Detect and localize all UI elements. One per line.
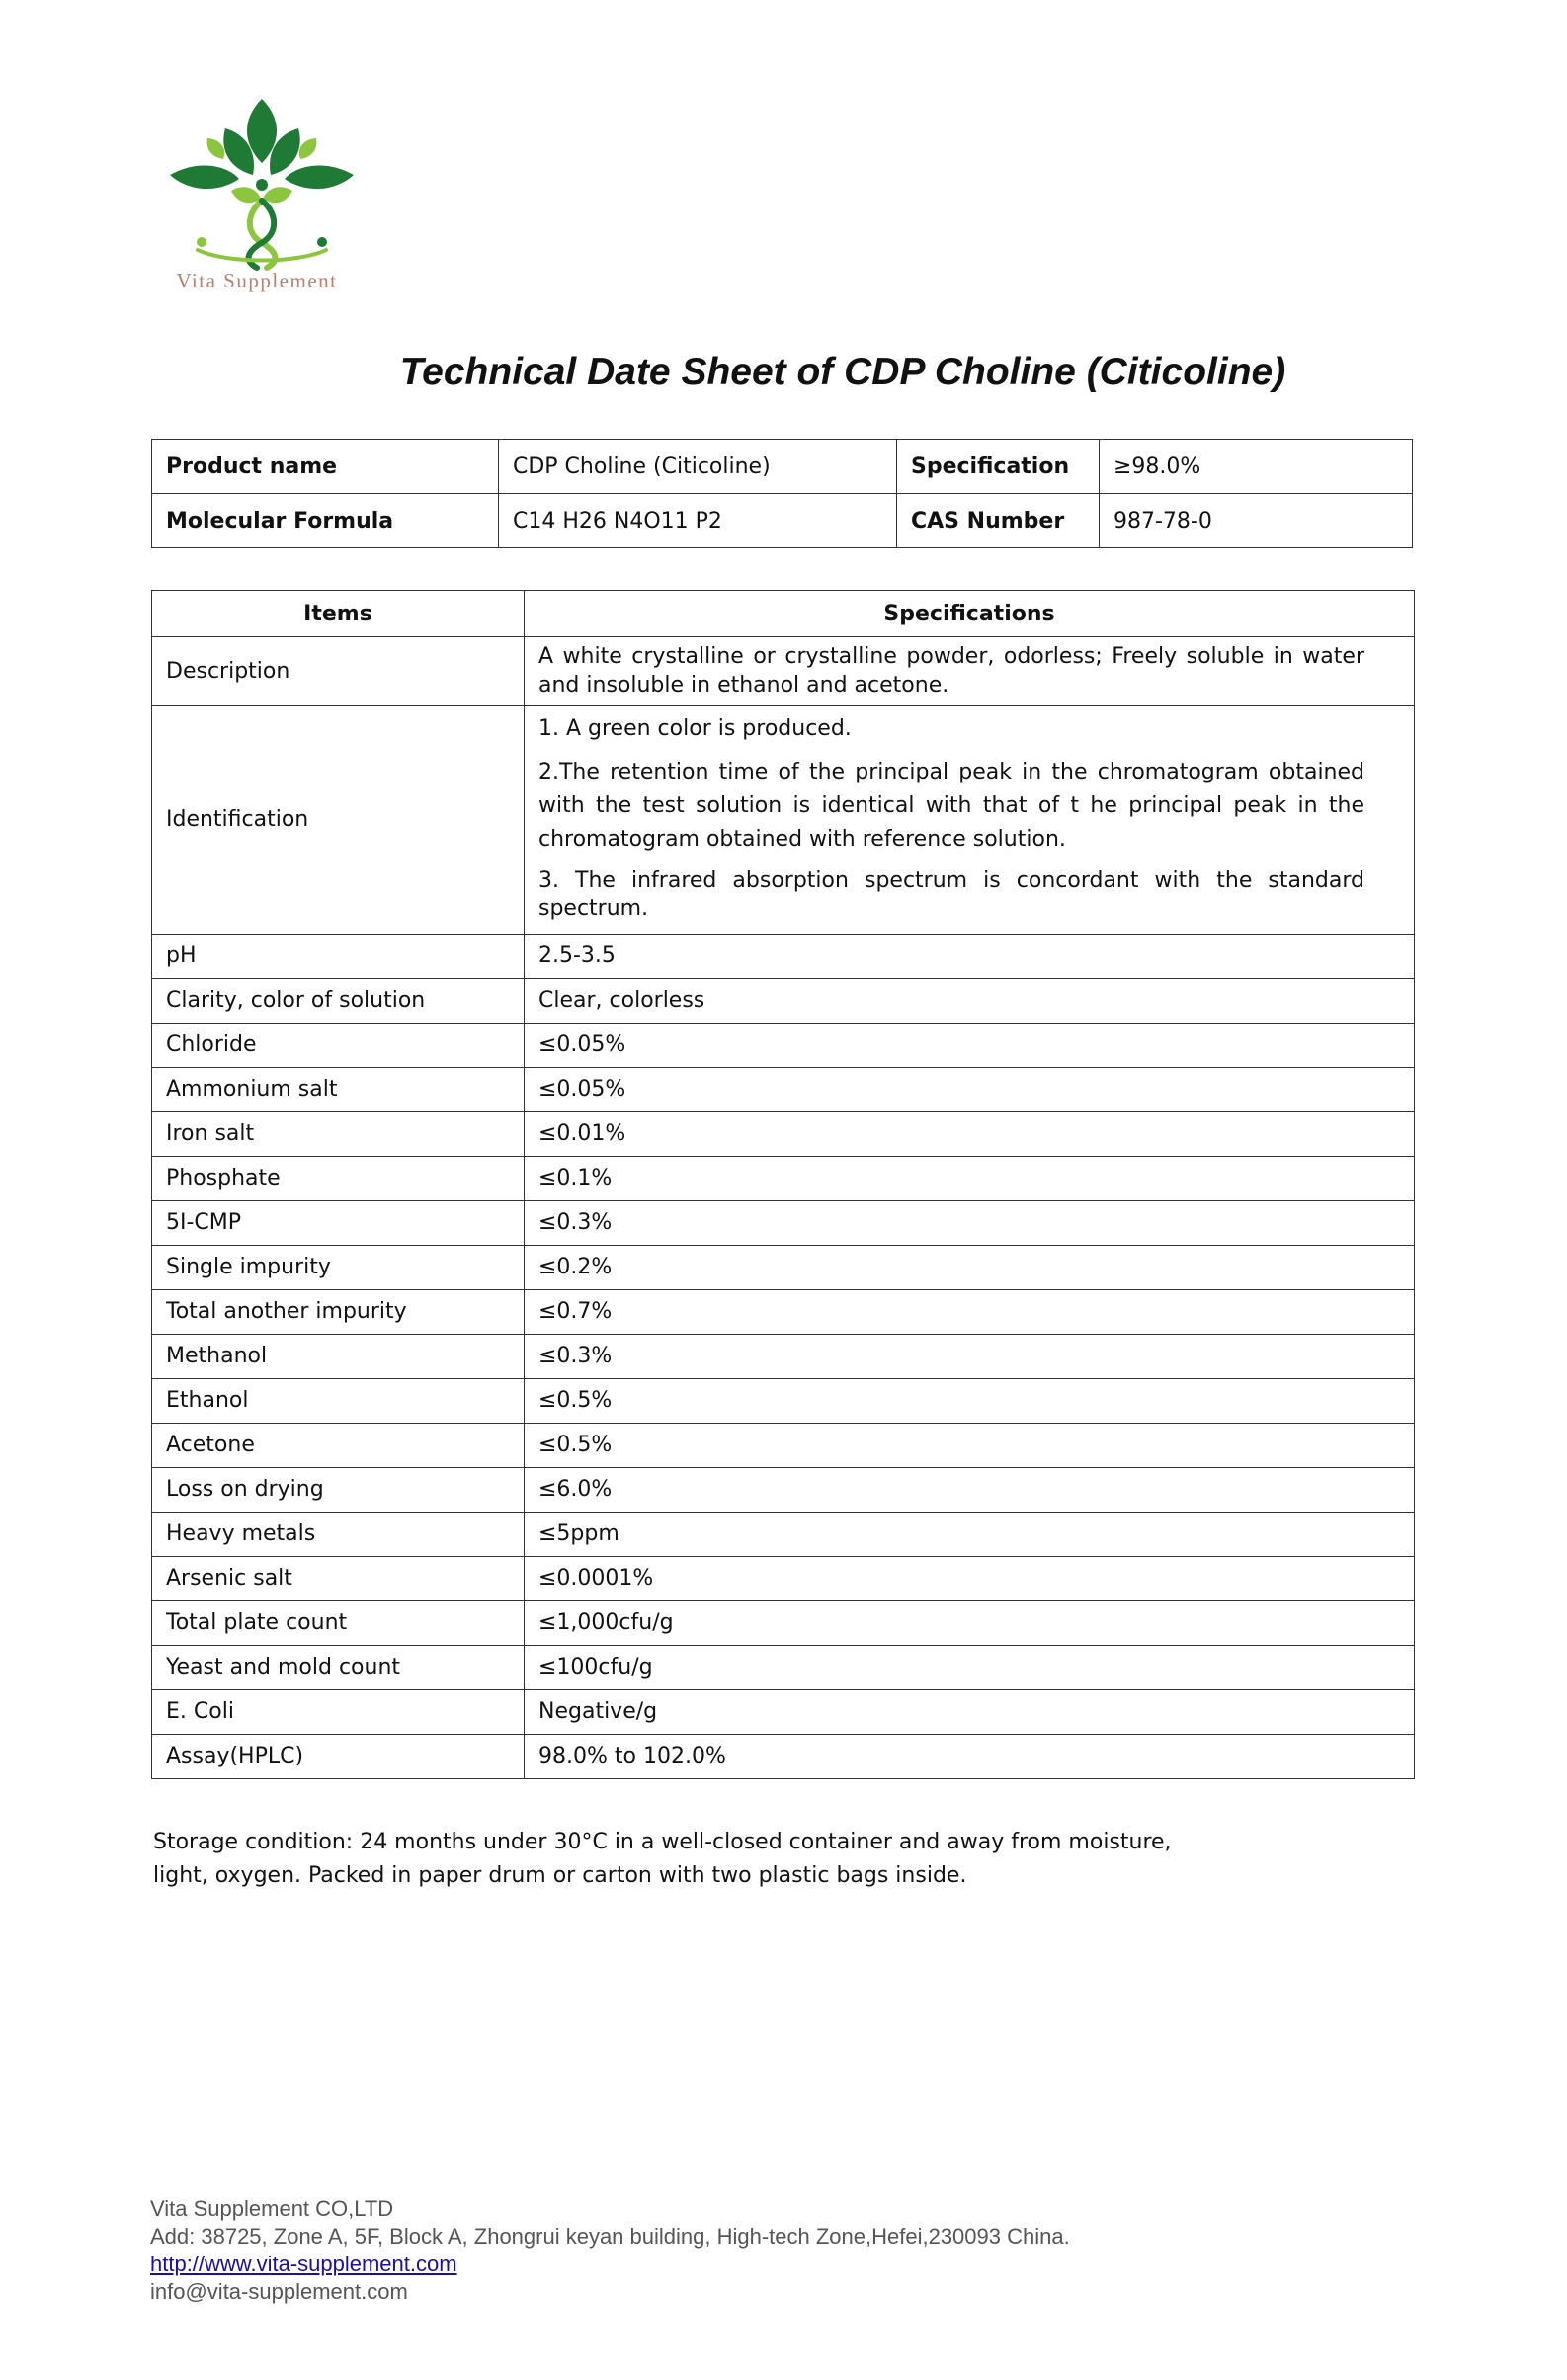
- spec-value-cell: ≤0.2%: [525, 1245, 1415, 1289]
- cas-label: CAS Number: [897, 494, 1100, 548]
- table-row: [152, 1645, 1415, 1689]
- spec-value-cell: ≤0.5%: [525, 1378, 1415, 1423]
- table-row: [152, 1334, 1415, 1378]
- logo-brand-text: Vita Supplement: [176, 269, 338, 292]
- spec-value-cell: 2.5-3.5: [525, 934, 1415, 978]
- specifications-table: [151, 590, 1415, 1779]
- spec-item-cell: Iron salt: [152, 1111, 525, 1156]
- tree-logo-icon: [158, 94, 366, 272]
- table-row: [152, 1067, 1415, 1111]
- items-header: Items: [152, 591, 525, 637]
- footer-address: Add: 38725, Zone A, 5F, Block A, Zhongrui keyan building, High-tech Zone,Hefei,230093 China.: [150, 2224, 1070, 2249]
- cas-value: 987-78-0: [1100, 494, 1413, 548]
- description-value: A white crystalline or crystalline powder, odorless; Freely soluble in water and insoluble in ethanol and acetone.: [525, 637, 1415, 706]
- table-row: [152, 1512, 1415, 1556]
- table-row: [152, 1200, 1415, 1245]
- spec-value-cell: Clear, colorless: [525, 978, 1415, 1023]
- identification-line: 3. The infrared absorption spectrum is concordant with the standard spectrum.: [538, 867, 1364, 922]
- footer-company: Vita Supplement CO,LTD: [150, 2196, 394, 2221]
- table-row: [152, 978, 1415, 1023]
- identification-value: [525, 706, 1415, 935]
- spec-value-cell: ≤0.0001%: [525, 1556, 1415, 1600]
- spec-value-cell: ≤0.1%: [525, 1156, 1415, 1200]
- spec-value-cell: ≤0.5%: [525, 1423, 1415, 1467]
- specification-value: ≥98.0%: [1100, 440, 1413, 494]
- table-row: [152, 1156, 1415, 1200]
- spec-item-cell: Loss on drying: [152, 1467, 525, 1512]
- product-name-value: CDP Choline (Citicoline): [499, 440, 897, 494]
- spec-item-cell: Ethanol: [152, 1378, 525, 1423]
- spec-value-cell: ≤5ppm: [525, 1512, 1415, 1556]
- spec-item-cell: Single impurity: [152, 1245, 525, 1289]
- identification-line: 2.The retention time of the principal peak in the chromatogram obtained with the test solution is identical with that of t he principal peak in the chromatogram obtained with reference solution.: [538, 760, 1364, 853]
- table-row: [152, 1556, 1415, 1600]
- table-header-row: [152, 591, 1415, 637]
- storage-condition: Storage condition: 24 months under 30°C in a well-closed container and away from moisture, light, oxygen. Packed in paper drum or carton with two plastic bags inside.: [153, 1830, 1172, 1888]
- formula-label: Molecular Formula: [152, 494, 499, 548]
- spec-item-cell: Heavy metals: [152, 1512, 525, 1556]
- spec-item-cell: Arsenic salt: [152, 1556, 525, 1600]
- table-row: [152, 1467, 1415, 1512]
- spec-value-cell: ≤0.01%: [525, 1111, 1415, 1156]
- spec-value-cell: ≤6.0%: [525, 1467, 1415, 1512]
- spec-value-cell: ≤0.3%: [525, 1334, 1415, 1378]
- identification-line: 1. A green color is produced.: [538, 716, 852, 742]
- website-link[interactable]: http://www.vita-supplement.com: [150, 2252, 457, 2276]
- table-row: [152, 1245, 1415, 1289]
- table-row: [152, 1111, 1415, 1156]
- formula-value: C14 H26 N4O11 P2: [499, 494, 897, 548]
- table-row: [152, 1289, 1415, 1334]
- spec-item-cell: Methanol: [152, 1334, 525, 1378]
- table-row: [152, 637, 1415, 706]
- spec-value-cell: ≤0.05%: [525, 1067, 1415, 1111]
- description-item: Description: [152, 637, 525, 706]
- footer-email: info@vita-supplement.com: [150, 2279, 408, 2304]
- table-row: [152, 706, 1415, 935]
- table-row: [152, 1734, 1415, 1778]
- spec-item-cell: Ammonium salt: [152, 1067, 525, 1111]
- product-info-table: [151, 439, 1413, 548]
- footer: [150, 2195, 1070, 2306]
- identification-item: Identification: [152, 706, 525, 935]
- spec-item-cell: E. Coli: [152, 1689, 525, 1734]
- page-title: Technical Date Sheet of CDP Choline (Citicoline): [399, 351, 1286, 393]
- info-row: [152, 494, 1413, 548]
- specification-label: Specification: [897, 440, 1100, 494]
- spec-item-cell: Total plate count: [152, 1600, 525, 1645]
- spec-value-cell: ≤0.7%: [525, 1289, 1415, 1334]
- product-name-label: Product name: [152, 440, 499, 494]
- spec-value-cell: Negative/g: [525, 1689, 1415, 1734]
- spec-item-cell: 5I-CMP: [152, 1200, 525, 1245]
- info-row: [152, 440, 1413, 494]
- specifications-header: Specifications: [525, 591, 1415, 637]
- table-row: [152, 1023, 1415, 1067]
- table-row: [152, 1378, 1415, 1423]
- spec-value-cell: ≤1,000cfu/g: [525, 1600, 1415, 1645]
- spec-item-cell: Yeast and mold count: [152, 1645, 525, 1689]
- table-row: [152, 1600, 1415, 1645]
- spec-item-cell: pH: [152, 934, 525, 978]
- spec-item-cell: Clarity, color of solution: [152, 978, 525, 1023]
- spec-item-cell: Chloride: [152, 1023, 525, 1067]
- table-row: [152, 934, 1415, 978]
- spec-value-cell: ≤0.3%: [525, 1200, 1415, 1245]
- table-row: [152, 1423, 1415, 1467]
- spec-item-cell: Acetone: [152, 1423, 525, 1467]
- spec-value-cell: ≤0.05%: [525, 1023, 1415, 1067]
- table-row: [152, 1689, 1415, 1734]
- spec-value-cell: ≤100cfu/g: [525, 1645, 1415, 1689]
- spec-item-cell: Total another impurity: [152, 1289, 525, 1334]
- spec-value-cell: 98.0% to 102.0%: [525, 1734, 1415, 1778]
- spec-item-cell: Assay(HPLC): [152, 1734, 525, 1778]
- spec-item-cell: Phosphate: [152, 1156, 525, 1200]
